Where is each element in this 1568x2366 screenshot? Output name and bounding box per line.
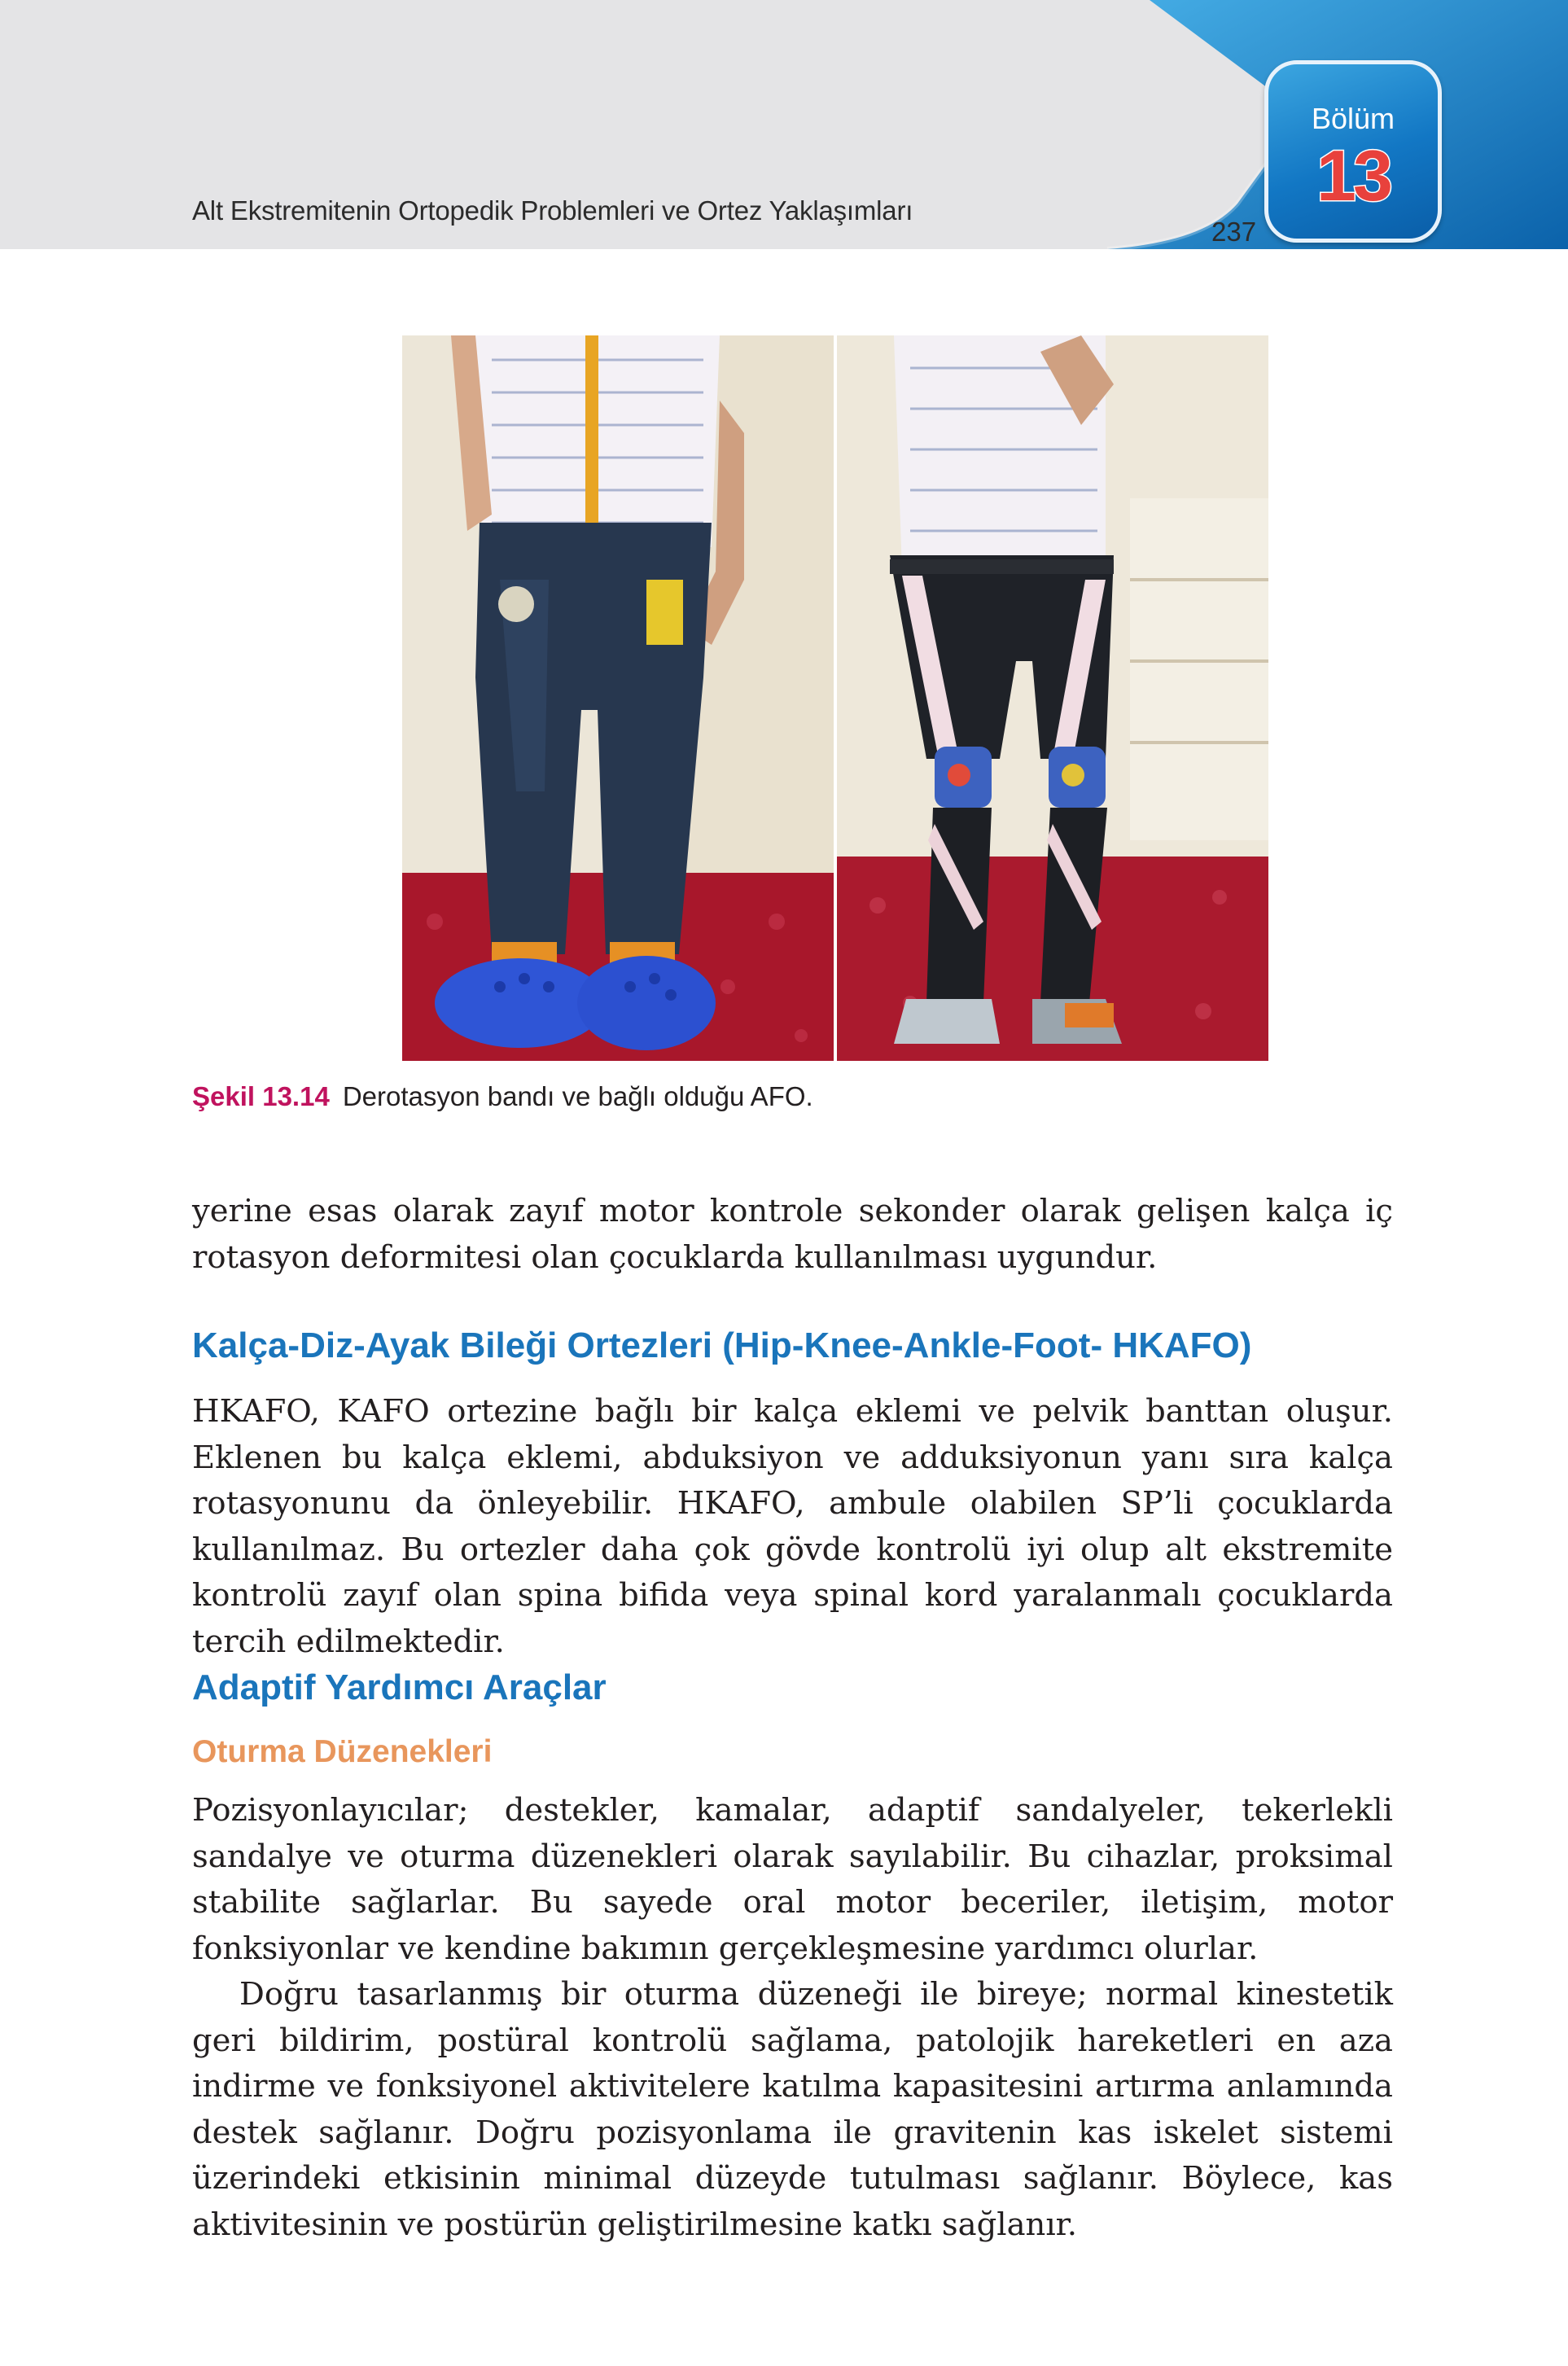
figure-caption — [192, 1081, 813, 1112]
figure-photo-right — [837, 335, 1268, 1061]
photo-child-afo-icon — [837, 335, 1268, 1061]
figure-caption-label: Şekil 13.14 — [192, 1081, 330, 1111]
paragraph-seating-1: Pozisyonlayıcılar; destekler, kamalar, adaptif sandalyeler, tekerlekli sandalye ve oturma düzenekleri olarak sayılabilir. Bu cihazlar, proksimal stabilite sağlarlar. Bu sayede oral motor beceriler, iletişim, motor fonksiyonlar ve kendine bakımın gerçekleşmesine yardımcı olurlar. — [192, 1792, 1393, 1967]
chapter-badge — [1264, 60, 1442, 243]
paragraph-seating-2: Doğru tasarlanmış bir oturma düzeneği ile bireye; normal kinestetik geri bildirim, postüral kontrolü sağlama, patolojik hareketleri en aza indirme ve fonksiyonel aktivitelere katılma kapasitesini artırma anlamında destek sağlanır. Doğru pozisyonlama ile gravitenin kas iskelet sistemi üzerindeki etkisinin minimal düzeyde tutulması sağlanır. Böylece, kas aktivitesinin ve postürün geliştirilmesine katkı sağlanır. — [192, 1976, 1393, 2243]
figure-photo-left — [402, 335, 834, 1061]
figure-caption-text: Derotasyon bandı ve bağlı olduğu AFO. — [342, 1081, 813, 1111]
section-heading-hkafo: Kalça-Diz-Ayak Bileği Ortezleri (Hip-Knee-Ankle-Foot- HKAFO) — [192, 1325, 1252, 1365]
chapter-number: 13 — [1316, 135, 1390, 216]
running-title: Alt Ekstremitenin Ortopedik Problemleri ve Ortez Yaklaşımları — [192, 195, 913, 226]
chapter-label: Bölüm — [1311, 102, 1395, 135]
photo-child-jeans-icon — [402, 335, 834, 1061]
paragraph-hkafo: HKAFO, KAFO ortezine bağlı bir kalça eklemi ve pelvik banttan oluşur. Eklenen bu kalça eklemi, abduksiyon ve adduksiyonun yanı sıra kalça rotasyonunu da önleyebilir. HKAFO, ambule olabilen SP’li çocuklarda kullanılmaz. Bu ortezler daha çok gövde kontrolü iyi olup alt ekstremite kontrolü zayıf olan spina bifida veya spinal kord yaralanmalı çocuklarda tercih edilmektedir. — [192, 1393, 1393, 1660]
intro-paragraph: yerine esas olarak zayıf motor kontrole sekonder olarak gelişen kalça iç rotasyon deformitesi olan çocuklarda kullanılması uygundur. — [192, 1193, 1393, 1276]
subsection-heading-seating: Oturma Düzenekleri — [192, 1734, 493, 1769]
page-number: 237 — [1211, 217, 1257, 247]
section-heading-adaptive: Adaptif Yardımcı Araçlar — [192, 1667, 607, 1707]
